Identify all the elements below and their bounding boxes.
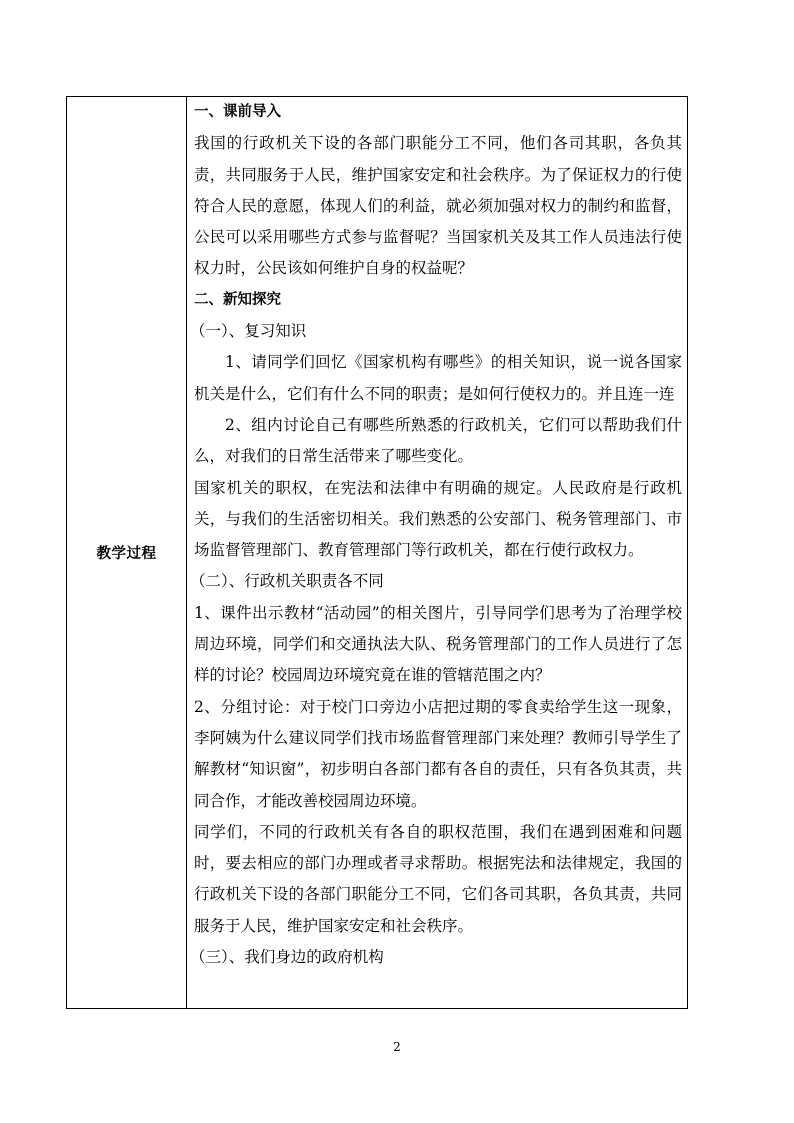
- review-summary: 国家机关的职权，在宪法和法律中有明确的规定。人民政府是行政机关，与我们的生活密切相关。我们熟悉的公安部门、税务管理部门、市场监督管理部门、教育管理部门等行政机关，都在行使行政权力。: [194, 478, 682, 560]
- duties-item-2: 2、分组讨论：对于校门口旁边小店把过期的零食卖给学生这一现象，李阿姨为什么建议同学们找市场监督管理部门来处理？教师引导学生了解教材“知识窗”，初步明白各部门都有各自的责任，只有各负其责，共同合作，才能改善校园周边环境。: [194, 697, 682, 810]
- row-label: 教学过程: [96, 546, 157, 562]
- content-cell: [187, 97, 688, 1009]
- section-heading-explore: 二、新知探究: [194, 291, 281, 308]
- page-number: 2: [393, 1040, 401, 1054]
- section-heading-intro: 一、课前导入: [194, 104, 281, 120]
- duties-summary: 同学们，不同的行政机关有各自的职权范围，我们在遇到困难和问题时，要去相应的部门办理或者寻求帮助。根据宪法和法律规定，我国的行政机关下设的各部门职能分工不同，它们各司其职，各负其责，共同服务于人民，维护国家安定和社会秩序。: [194, 822, 682, 935]
- duties-item-1: 1、课件出示教材“活动园”的相关图片，引导同学们思考为了治理学校周边环境，同学们和交通执法大队、税务管理部门的工作人员进行了怎样的讨论？校园周边环境究竟在谁的管辖范围之内？: [194, 603, 682, 685]
- subsection-heading-duties: （二）、行政机关职责各不同: [190, 572, 384, 591]
- lesson-plan-table: [66, 96, 688, 1009]
- content-body: [190, 97, 682, 973]
- table-row: [67, 97, 688, 1009]
- subsection-heading-government: （三）、我们身边的政府机构: [190, 948, 384, 967]
- row-label-cell: [67, 97, 187, 1009]
- intro-paragraph: 我国的行政机关下设的各部门职能分工不同，他们各司其职，各负其责，共同服务于人民，维护国家安定和社会秩序。为了保证权力的行使符合人民的意愿，体现人们的利益，就必须加强对权力的制约和监督，公民可以采用哪些方式参与监督呢？当国家机关及其工作人员违法行使权力时，公民该如何维护自身的权益呢？: [194, 134, 682, 278]
- subsection-heading-review: （一）、复习知识: [190, 322, 307, 341]
- review-item-2: 2、组内讨论自己有哪些所熟悉的行政机关，它们可以帮助我们什么，对我们的日常生活带来了哪些变化。: [194, 415, 682, 466]
- review-item-1: 1、请同学们回忆《国家机构有哪些》的相关知识，说一说各国家机关是什么，它们有什么不同的职责；是如何行使权力的。并且连一连: [194, 353, 682, 403]
